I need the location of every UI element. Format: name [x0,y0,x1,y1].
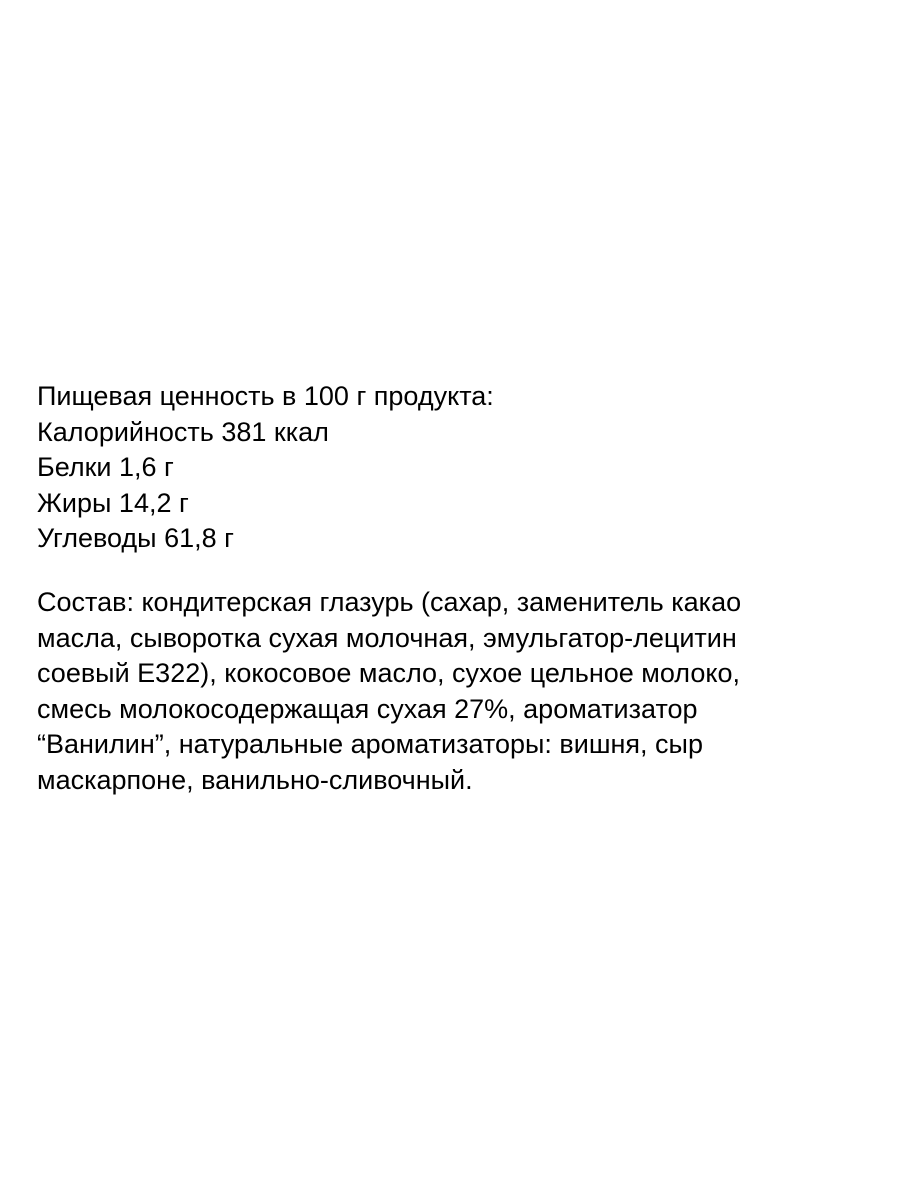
nutrition-heading: Пищевая ценность в 100 г продукта: [37,381,494,411]
composition-line: соевый Е322), кокосовое масло, сухое цельное молоко, [37,658,741,688]
composition-line: маскарпоне, ванильно-сливочный. [37,764,473,795]
calories-line: Калорийность 381 ккал [37,416,329,447]
fat-line: Жиры 14,2 г [37,487,189,518]
composition-line: смесь молокосодержащая сухая 27%, ароматизатор [37,693,698,724]
composition-line: “Ванилин”, натуральные ароматизаторы: вишня, сыр [37,729,703,759]
ingredients-composition [37,585,741,798]
composition-line: Состав: кондитерская глазурь (сахар, заменитель какао [37,587,742,617]
carbohydrates-line: Углеводы 61,8 г [37,523,234,553]
composition-line: масла, сыворотка сухая молочная, эмульгатор-лецитин [37,622,737,653]
protein-line: Белки 1,6 г [37,452,174,482]
nutrition-facts [37,379,494,557]
